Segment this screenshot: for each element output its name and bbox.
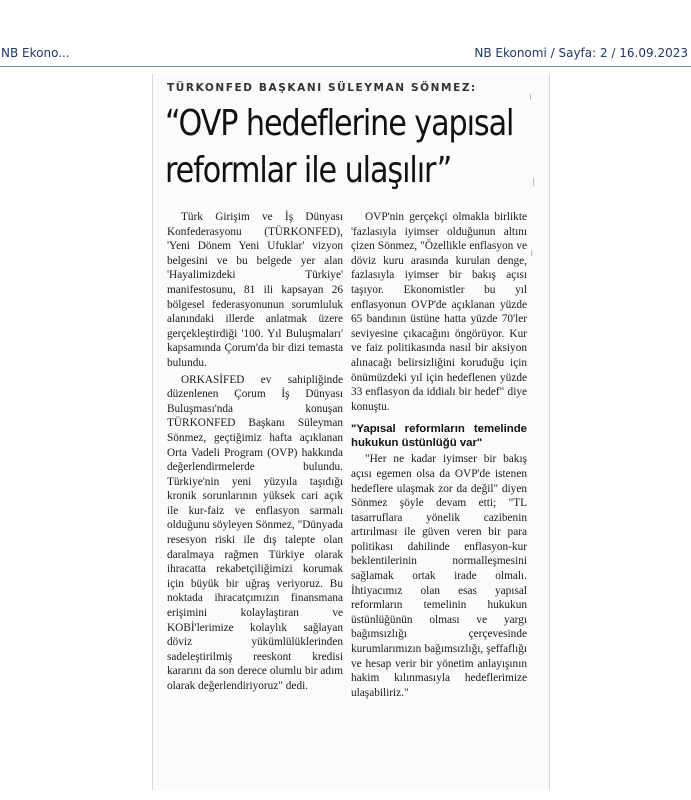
page-header xyxy=(0,0,691,58)
paragraph: ORKASİFED ev sahipliğinde düzenlenen Çorum İş Dünyası Buluşması'nda konuşan TÜRKONFED Başkanı Süleyman Sönmez, geçtiğimiz hafta açıklanan Orta Vadeli Program (OVP) hakkında değerlendirmelerde bulundu. Türkiye'nin yeni yüzyıla taşıdığı kronik sorunlarının yüksek cari açık ile kur-faiz ve enflasyon sarmalı olduğunu söyleyen Sönmez, "Dünyada resesyon riski ile dış talepte olan daralmaya rağmen Türkiye olarak ihracatta rekabetçiliğimizi korumak için büyük bir uğraş veriyoruz. Bu noktada ihracatçımızın finansmana erişimini kolaylaştıran ve KOBİ'lerimize kolaylık sağlayan döviz yükümlülüklerinden sadeleştirilmiş reeskont kredisi kararını da son derece olumlu bir adım olarak değerlendiriyoruz" dedi. xyxy=(167,373,343,692)
article-headline xyxy=(165,100,514,194)
headline-line-1: “OVP hedeflerine yapısal xyxy=(165,103,514,144)
newspaper-clipping xyxy=(152,74,550,790)
source-label: NB Ekono... xyxy=(1,46,70,60)
article-kicker: TÜRKONFED BAŞKANI SÜLEYMAN SÖNMEZ: xyxy=(167,82,477,94)
article-column-1 xyxy=(167,210,343,694)
article-column-2 xyxy=(351,210,527,700)
headline-line-2: reformlar ile ulaşılır” xyxy=(165,150,452,191)
scan-speck xyxy=(533,178,534,186)
paragraph: "Her ne kadar iyimser bir bakış açısı egemen olsa da OVP'de istenen hedeflere ulaşmak zor da değil" diyen Sönmez şöyle devam etti; "TL tasarruflara yönelik cazibenin artırılması ile güven veren bir para politikası dahilinde enflasyon-kur beklentilerinin normalleşmesini sağlamak ortak irade olmalı. İhtiyacımız olan esas yapısal reformların temelinin hukukun üstünlüğünün olması ve yargı bağımsızlığı çerçevesinde kurumlarımızın bağımsızlığı, şeffaflığı ve hesap verir bir yönetim anlayışının hakim kılınmasıyla hedeflerimize ulaşabiliriz." xyxy=(351,453,527,699)
paragraph: Türk Girişim ve İş Dünyası Konfederasyonu (TÜRKONFED), 'Yeni Dönem Yeni Ufuklar' vizyon belgesini ve bu belgede yer alan 'Hayalimizdeki Türkiye' manifestosunu, 81 ili kapsayan 26 bölgesel federasyonunun sorumluluk alanındaki illerde anlatmak üzere gerçekleştirdiği '100. Yıl Buluşmaları' kapsamında Çorum'da bir dizi temasta bulundu. xyxy=(167,211,343,369)
article-subheading: "Yapısal reformların temelinde hukukun üstünlüğü var" xyxy=(351,423,527,450)
header-divider xyxy=(0,66,691,67)
scan-speck xyxy=(531,250,532,256)
source-page-date: NB Ekonomi / Sayfa: 2 / 16.09.2023 xyxy=(474,46,688,60)
scan-speck xyxy=(530,94,531,100)
paragraph: OVP'nin gerçekçi olmakla birlikte 'fazlasıyla iyimser olduğunun altını çizen Sönmez, "Özellikle enflasyon ve döviz kuru arasında kurulan denge, fazlasıyla iyimser bir bakış açısı taşıyor. Ekonomistler bu yıl enflasyonun OVP'de açıklanan yüzde 65 bandının üstüne hatta yüzde 70'ler seviyesine çıkacağını öngörüyor. Kur ve faiz politikasında nasıl bir aksiyon alınacağı belirsizliğini koruduğu için önümüzdeki yıl için hedeflenen yüzde 33 enflasyon da iddialı bir hedef" diye konuştu. xyxy=(351,211,527,413)
